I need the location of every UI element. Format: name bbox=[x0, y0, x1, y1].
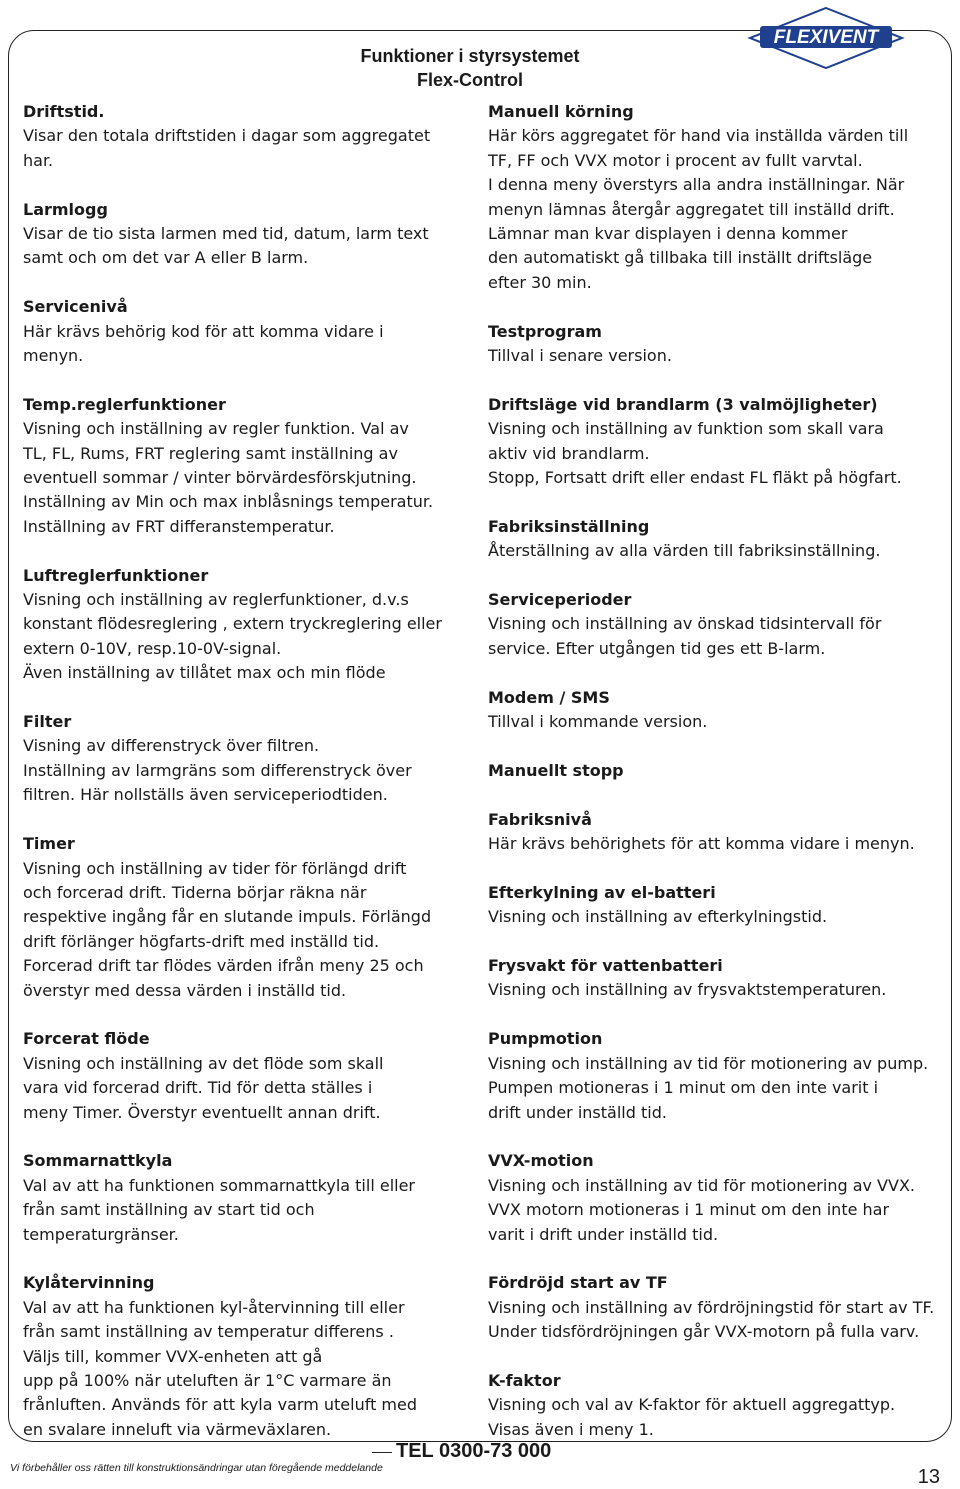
section-text-line: Visning och inställning av reglerfunktioner, d.v.s bbox=[23, 590, 409, 610]
section-text-line: Även inställning av tillåtet max och min flöde bbox=[23, 663, 386, 683]
section-text-line: VVX motorn motioneras i 1 minut om den inte har bbox=[488, 1200, 890, 1220]
section-gap bbox=[488, 783, 948, 807]
section-text-line: Visning och inställning av frysvaktstemperaturen. bbox=[488, 980, 887, 1000]
section-gap bbox=[488, 295, 948, 319]
section bbox=[23, 832, 463, 1027]
page-title: Funktioner i styrsystemet bbox=[360, 46, 580, 66]
section-heading: Pumpmotion bbox=[488, 1029, 603, 1049]
section-text-line: Återställning av alla värden till fabriksinställning. bbox=[488, 541, 881, 561]
section-text-line: den automatiskt gå tillbaka till inställt driftsläge bbox=[488, 248, 873, 268]
section bbox=[488, 393, 948, 515]
section-gap bbox=[23, 1125, 463, 1149]
section bbox=[488, 588, 948, 686]
section-text-line: Visning och inställning av tider för förlängd drift bbox=[23, 858, 407, 878]
section bbox=[488, 515, 948, 588]
section-heading: Fabriksnivå bbox=[488, 809, 592, 829]
section-text-line: Visning och inställning av fördröjningstid för start av TF. bbox=[488, 1297, 935, 1317]
section-text-line: drift förlänger högfarts-drift med inställd tid. bbox=[23, 931, 380, 951]
section-heading: Filter bbox=[23, 712, 72, 732]
section bbox=[488, 100, 948, 320]
section-text-line: menyn. bbox=[23, 346, 84, 366]
section-text-line: Stopp, Fortsatt drift eller endast FL fläkt på högfart. bbox=[488, 468, 902, 488]
section-text-line: Visning och inställning av regler funktion. Val av bbox=[23, 419, 409, 439]
section bbox=[23, 1149, 463, 1271]
section bbox=[488, 1369, 948, 1442]
section-gap bbox=[23, 368, 463, 392]
page-number: 13 bbox=[917, 1466, 940, 1488]
section-text-line: Visar de tio sista larmen med tid, datum, larm text bbox=[23, 224, 429, 244]
section-gap bbox=[488, 1345, 948, 1369]
section-text-line: TL, FL, Rums, FRT reglering samt inställning av bbox=[23, 443, 398, 463]
section bbox=[488, 808, 948, 881]
section-gap bbox=[488, 1125, 948, 1149]
section-gap bbox=[488, 490, 948, 514]
section bbox=[23, 1027, 463, 1149]
section-gap bbox=[23, 1247, 463, 1271]
section bbox=[488, 954, 948, 1027]
section-text-line: Lämnar man kvar displayen i denna kommer bbox=[488, 224, 848, 244]
section-heading: Driftsläge vid brandlarm (3 valmöjligheter) bbox=[488, 394, 878, 414]
section-text-line: varit i drift under inställd tid. bbox=[488, 1224, 719, 1244]
section-gap bbox=[488, 1247, 948, 1271]
section bbox=[488, 320, 948, 393]
section-gap bbox=[23, 686, 463, 710]
right-column bbox=[488, 100, 948, 1442]
section-gap bbox=[488, 368, 948, 392]
section bbox=[23, 564, 463, 710]
section-text-line: Visning av differenstryck över filtren. bbox=[23, 736, 320, 756]
section-text-line: Pumpen motioneras i 1 minut om den inte varit i bbox=[488, 1078, 879, 1098]
section-text-line: Här krävs behörighets för att komma vidare i menyn. bbox=[488, 834, 915, 854]
section bbox=[23, 1271, 463, 1442]
section-text-line: från samt inställning av temperatur differens . bbox=[23, 1322, 394, 1342]
section-text-line: Visning och inställning av efterkylningstid. bbox=[488, 907, 828, 927]
section-text-line: meny Timer. Överstyr eventuellt annan drift. bbox=[23, 1102, 381, 1122]
section-heading: Frysvakt för vattenbatteri bbox=[488, 956, 723, 976]
section-gap bbox=[23, 539, 463, 563]
section-gap bbox=[488, 1003, 948, 1027]
section-text-line: Under tidsfördröjningen går VVX-motorn på fulla varv. bbox=[488, 1322, 920, 1342]
section-heading: Manuell körning bbox=[488, 102, 634, 121]
section-heading: Efterkylning av el-batteri bbox=[488, 882, 716, 902]
section-gap bbox=[488, 734, 948, 758]
section-text-line: Visning och inställning av önskad tidsintervall för bbox=[488, 614, 882, 634]
section-gap bbox=[23, 271, 463, 295]
section-text-line: Visar den totala driftstiden i dagar som aggregatet bbox=[23, 126, 431, 146]
section-heading: Serviceperioder bbox=[488, 590, 632, 610]
section-heading: Servicenivå bbox=[23, 297, 128, 317]
section-text-line: en svalare inneluft via värmeväxlaren. bbox=[23, 1419, 332, 1439]
section-heading: Sommarnattkyla bbox=[23, 1151, 173, 1171]
section-text-line: överstyr med dessa värden i inställd tid. bbox=[23, 980, 347, 1000]
section-text-line: samt och om det var A eller B larm. bbox=[23, 248, 309, 268]
section-text-line: Inställning av larmgräns som differenstryck över bbox=[23, 760, 412, 780]
section-text-line: efter 30 min. bbox=[488, 272, 592, 292]
section-text-line: Visning och val av K-faktor för aktuell aggregattyp. bbox=[488, 1395, 896, 1415]
section-gap bbox=[488, 564, 948, 588]
page-subtitle: Flex-Control bbox=[417, 70, 523, 90]
section-heading: Timer bbox=[23, 834, 75, 854]
section-text-line: Inställning av Min och max inblåsnings temperatur. bbox=[23, 492, 434, 512]
section bbox=[488, 1149, 948, 1271]
section-gap bbox=[488, 661, 948, 685]
section bbox=[23, 710, 463, 832]
section-heading: Luftreglerfunktioner bbox=[23, 565, 209, 585]
footer-phone: TEL 0300-73 000 bbox=[396, 1440, 552, 1462]
section bbox=[488, 1027, 948, 1149]
section-text-line: filtren. Här nollställs även serviceperiodtiden. bbox=[23, 785, 388, 805]
section bbox=[488, 1271, 948, 1369]
section bbox=[23, 393, 463, 564]
section-text-line: Forcerad drift tar flödes värden ifrån meny 25 och bbox=[23, 956, 424, 976]
section-text-line: Val av att ha funktionen sommarnattkyla till eller bbox=[23, 1175, 416, 1195]
section-heading: K-faktor bbox=[488, 1370, 561, 1390]
section-gap bbox=[23, 1003, 463, 1027]
logo-text: FLEXIVENT bbox=[773, 27, 879, 48]
section-text-line: TF, FF och VVX motor i procent av fullt varvtal. bbox=[488, 150, 863, 170]
section-gap bbox=[488, 856, 948, 880]
section-text-line: Inställning av FRT differanstemperatur. bbox=[23, 516, 335, 536]
section-text-line: Tillval i senare version. bbox=[488, 346, 672, 366]
section-heading: Driftstid. bbox=[23, 102, 105, 121]
section bbox=[23, 100, 463, 198]
section bbox=[488, 881, 948, 954]
section-text-line: från samt inställning av start tid och bbox=[23, 1200, 315, 1220]
section-heading: Kylåtervinning bbox=[23, 1273, 155, 1293]
left-column bbox=[23, 100, 463, 1442]
section bbox=[23, 295, 463, 393]
section-text-line: Visning och inställning av funktion som skall vara bbox=[488, 419, 884, 439]
section-text-line: eventuell sommar / vinter börvärdesförskjutning. bbox=[23, 468, 417, 488]
section-heading: Temp.reglerfunktioner bbox=[23, 394, 226, 414]
section-text-line: service. Efter utgången tid ges ett B-larm. bbox=[488, 638, 826, 658]
section-heading: Larmlogg bbox=[23, 199, 108, 219]
section-text-line: Visning och inställning av tid för motionering av VVX. bbox=[488, 1175, 915, 1195]
section-text-line: Väljs till, kommer VVX-enheten att gå bbox=[23, 1346, 323, 1366]
section-text-line: extern 0-10V, resp.10-0V-signal. bbox=[23, 638, 282, 658]
section-text-line: respektive ingång får en slutande impuls. Förlängd bbox=[23, 907, 432, 927]
section bbox=[23, 198, 463, 296]
section-heading: Fabriksinställning bbox=[488, 516, 650, 536]
section-heading: Modem / SMS bbox=[488, 687, 610, 707]
section-heading: Testprogram bbox=[488, 321, 602, 341]
section-text-line: Visas även i meny 1. bbox=[488, 1419, 654, 1439]
section-text-line: frånluften. Används för att kyla varm uteluft med bbox=[23, 1395, 418, 1415]
section-text-line: konstant flödesreglering , extern tryckreglering eller bbox=[23, 614, 442, 634]
section-text-line: Val av att ha funktionen kyl-återvinning till eller bbox=[23, 1297, 405, 1317]
section-heading: Fördröjd start av TF bbox=[488, 1273, 668, 1293]
section-text-line: Visning och inställning av tid för motionering av pump. bbox=[488, 1053, 929, 1073]
footer-disclaimer: Vi förbehåller oss rätten till konstruktionsändringar utan föregående meddelande bbox=[10, 1462, 383, 1474]
section-text-line: Här krävs behörig kod för att komma vidare i bbox=[23, 321, 384, 341]
section-text-line: och forcerad drift. Tiderna börjar räkna när bbox=[23, 882, 367, 902]
section bbox=[488, 686, 948, 759]
section-heading: Forcerat flöde bbox=[23, 1029, 150, 1049]
section-text-line: menyn lämnas återgår aggregatet till inställd drift. bbox=[488, 199, 895, 219]
section-text-line: Här körs aggregatet för hand via inställda värden till bbox=[488, 126, 909, 146]
section-text-line: I denna meny överstyrs alla andra inställningar. När bbox=[488, 175, 905, 195]
section-text-line: aktiv vid brandlarm. bbox=[488, 443, 650, 463]
section-text-line: Tillval i kommande version. bbox=[488, 712, 708, 732]
section-text-line: Visning och inställning av det flöde som skall bbox=[23, 1053, 384, 1073]
section-text-line: vara vid forcerad drift. Tid för detta ställes i bbox=[23, 1078, 373, 1098]
section bbox=[488, 759, 948, 808]
section-gap bbox=[488, 930, 948, 954]
section-text-line: drift under inställd tid. bbox=[488, 1102, 667, 1122]
flexivent-logo bbox=[746, 6, 906, 70]
footer-divider bbox=[372, 1452, 392, 1453]
section-text-line: upp på 100% när uteluften är 1°C varmare än bbox=[23, 1370, 392, 1390]
section-text-line: har. bbox=[23, 150, 54, 170]
section-heading: Manuellt stopp bbox=[488, 760, 624, 780]
section-text-line: temperaturgränser. bbox=[23, 1224, 179, 1244]
section-heading: VVX-motion bbox=[488, 1151, 594, 1171]
section-gap bbox=[23, 808, 463, 832]
section-gap bbox=[23, 173, 463, 197]
